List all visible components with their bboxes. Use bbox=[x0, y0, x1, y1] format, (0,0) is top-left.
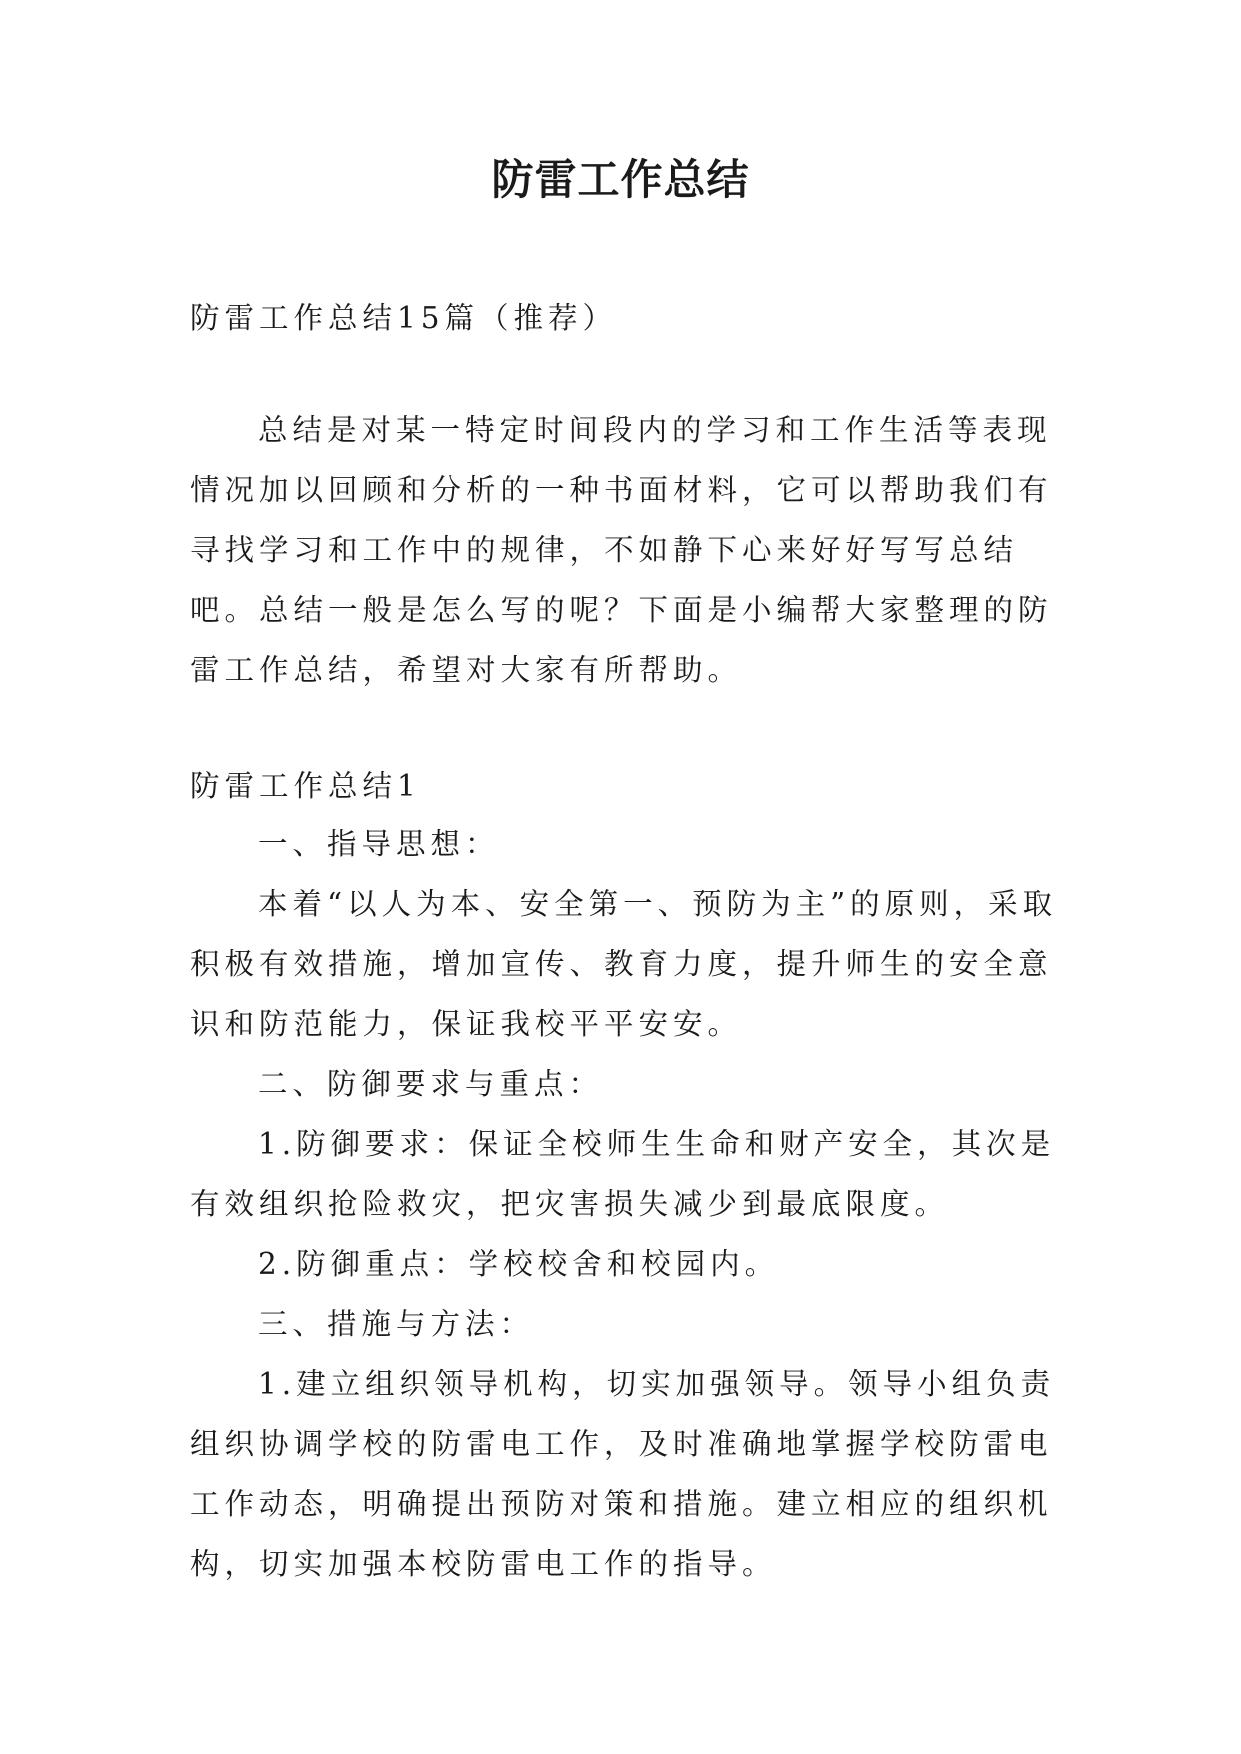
section-heading: 防雷工作总结1 bbox=[190, 769, 421, 803]
body-paragraph: 本着“以人为本、安全第一、预防为主”的原则，采取积极有效措施，增加宣传、教育力度，提升师生的安全意识和防范能力，保证我校平平安安。 bbox=[190, 887, 1058, 1041]
heading-measures-methods: 三、措施与方法： bbox=[258, 1307, 535, 1341]
document-title: 防雷工作总结 bbox=[491, 155, 750, 204]
intro-paragraph: 总结是对某一特定时间段内的学习和工作生活等表现情况加以回顾和分析的一种书面材料，它可以帮助我们有寻找学习和工作中的规律，不如静下心来好好写写总结吧。总结一般是怎么写的呢？下面是小编帮大家整理的防雷工作总结，希望对大家有所帮助。 bbox=[190, 413, 1053, 687]
section-body bbox=[190, 814, 1060, 1594]
heading-defense-requirements: 二、防御要求与重点： bbox=[258, 1067, 604, 1101]
body-paragraph: 1.防御要求：保证全校师生生命和财产安全，其次是有效组织抢险救灾，把灾害损失减少到最底限度。 bbox=[190, 1127, 1056, 1221]
document-subtitle: 防雷工作总结15篇（推荐） bbox=[190, 301, 618, 335]
body-paragraph: 2.防御重点：学校校舍和校园内。 bbox=[258, 1247, 780, 1281]
body-paragraph: 1.建立组织领导机构，切实加强领导。领导小组负责组织协调学校的防雷电工作，及时准确地掌握学校防雷电工作动态，明确提出预防对策和措施。建立相应的组织机构，切实加强本校防雷电工作的指导。 bbox=[190, 1367, 1056, 1581]
heading-guiding-ideology: 一、指导思想： bbox=[258, 827, 500, 861]
